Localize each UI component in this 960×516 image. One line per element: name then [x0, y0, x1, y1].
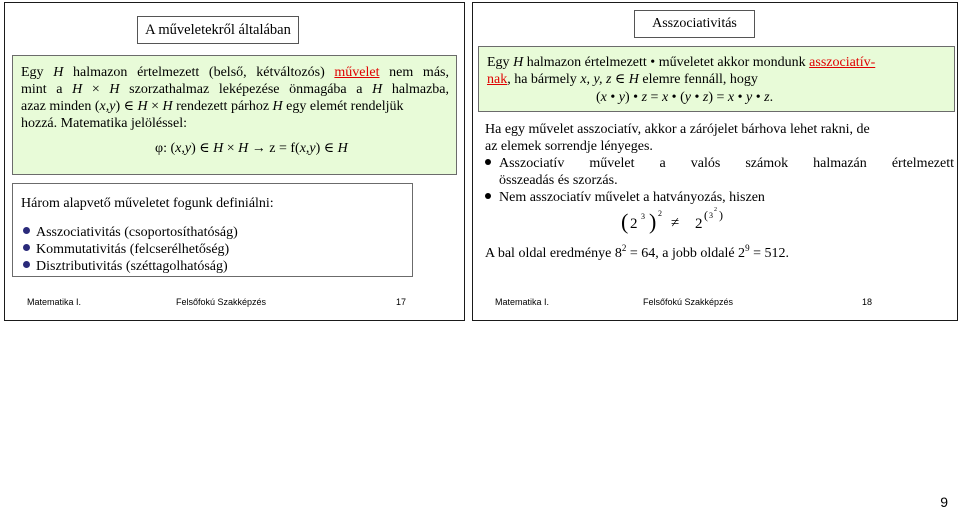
bullet-icon	[485, 193, 491, 199]
bullet-icon	[23, 227, 30, 234]
page-number: 9	[940, 494, 948, 510]
list-item: Asszociativitás (csoportosíthatóság)	[23, 224, 238, 241]
slide-17	[4, 2, 465, 321]
footer-program: Felsőfokú Szakképzés	[176, 297, 267, 307]
list-item: Kommutativitás (felcserélhetőség)	[23, 241, 229, 258]
definition-line-1: Egy H halmazon értelmezett (belső, kétváltozós) művelet nem más,	[21, 65, 449, 80]
body-line-1: Ha egy művelet asszociatív, akkor a zárójelet bárhova lehet rakni, de	[485, 122, 870, 137]
slide-18	[472, 2, 958, 321]
power-expression: ( 2 3 ) 2 ≠ 2 ( 3 2 )	[621, 207, 723, 234]
operations-intro: Három alapvető műveletet fogunk definiálni:	[21, 196, 274, 211]
list-item: Disztributivitás (széttagolhatóság)	[23, 258, 228, 275]
bullet-icon	[485, 159, 491, 165]
bullet-icon	[23, 261, 30, 268]
definition-line-3: azaz minden (x,y) ∈ H × H rendezett párhoz H egy elemét rendeljük	[21, 99, 404, 114]
slide-title: A műveletekről általában	[137, 16, 299, 44]
body-line-2: az elemek sorrendje lényeges.	[485, 139, 653, 154]
result-line: A bal oldal eredménye $8^2 = 64$, a jobb oldalé $2^9 = 512$.	[485, 243, 789, 261]
bullet-icon	[23, 244, 30, 251]
footer-course: Matematika I.	[495, 297, 550, 307]
list-item-continuation: összeadás és szorzás.	[499, 173, 618, 188]
mapping-formula: φ: (x,y) ∈ H × H → z = f(x,y) ∈ H	[155, 141, 348, 156]
definition-line-1: Egy H halmazon értelmezett • műveletet akkor mondunk asszociatív-	[487, 55, 876, 70]
list-item: Asszociatív művelet a valós számok halmazán értelmezett	[485, 155, 954, 172]
list-item: Nem asszociatív művelet a hatványozás, hiszen	[485, 189, 765, 206]
definition-line-2: nak, ha bármely x, y, z ∈ H elemre fennáll, hogy	[487, 72, 758, 87]
footer-slide-number: 18	[862, 297, 873, 307]
definition-line-2: mint a H × H szorzathalmaz leképezése önmagába a H halmazba,	[21, 82, 449, 97]
highlighted-term: asszociatív-	[809, 55, 876, 70]
highlighted-term: művelet	[334, 65, 380, 80]
definition-line-4: hozzá. Matematika jelöléssel:	[21, 116, 187, 131]
associativity-equation: (x • y) • z = x • (y • z) = x • y • z.	[596, 90, 774, 105]
footer-course: Matematika I.	[27, 297, 82, 307]
operations-box	[12, 183, 413, 277]
slide-title: Asszociativitás	[634, 10, 755, 38]
footer-program: Felsőfokú Szakképzés	[643, 297, 734, 307]
definition-box	[12, 55, 457, 175]
footer-slide-number: 17	[396, 297, 407, 307]
definition-box	[478, 46, 955, 112]
